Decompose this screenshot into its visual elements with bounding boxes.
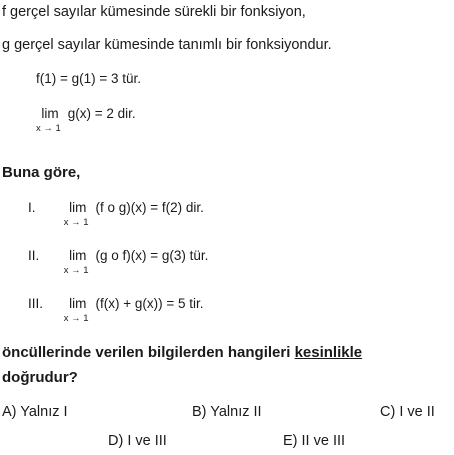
lim-word: lim [69, 248, 87, 263]
option-c[interactable]: C) I ve II [380, 404, 435, 420]
lim-subscript: x → 1 [63, 265, 89, 276]
option-e[interactable]: E) II ve III [283, 433, 346, 449]
lim-subscript: x → 1 [36, 123, 61, 134]
intro-line-1: f gerçel sayılar kümesinde sürekli bir fonksiyon, [2, 4, 306, 20]
option-a[interactable]: A) Yalnız I [2, 404, 68, 420]
given-equation-2: g(x) = 2 dir. [67, 106, 136, 121]
statement-3-lim [63, 296, 92, 324]
lim-word: lim [41, 106, 59, 121]
statement-2-expression: (g o f)(x) = g(3) tür. [95, 248, 209, 263]
lim-operator [36, 106, 64, 134]
lim-subscript: x → 1 [63, 313, 89, 324]
question-emphasis: kesinlikle [294, 344, 363, 361]
intro-line-2: g gerçel sayılar kümesinde tanımlı bir fonksiyondur. [2, 37, 332, 53]
statement-3-numeral: III. [28, 296, 44, 311]
statement-2-numeral: II. [28, 248, 40, 263]
question-part-1: öncüllerinde verilen bilgilerden hangileri [2, 344, 295, 361]
statement-1-lim [63, 200, 92, 228]
lim-word: lim [69, 296, 87, 311]
statement-2 [28, 248, 209, 276]
question-line-2: doğrudur? [2, 369, 78, 386]
statement-3 [28, 296, 204, 324]
given-limit [36, 106, 136, 134]
option-d[interactable]: D) I ve III [108, 433, 167, 449]
lim-subscript: x → 1 [63, 217, 89, 228]
prompt-text: Buna göre, [2, 164, 81, 181]
question-line-1 [2, 344, 362, 361]
statement-1-numeral: I. [28, 200, 36, 215]
statement-1-expression: (f o g)(x) = f(2) dir. [95, 200, 204, 215]
lim-word: lim [69, 200, 87, 215]
statement-1 [28, 200, 204, 228]
given-equation-1: f(1) = g(1) = 3 tür. [36, 71, 142, 86]
statement-3-expression: (f(x) + g(x)) = 5 tir. [95, 296, 204, 311]
statement-2-lim [63, 248, 92, 276]
option-b[interactable]: B) Yalnız II [192, 404, 262, 420]
